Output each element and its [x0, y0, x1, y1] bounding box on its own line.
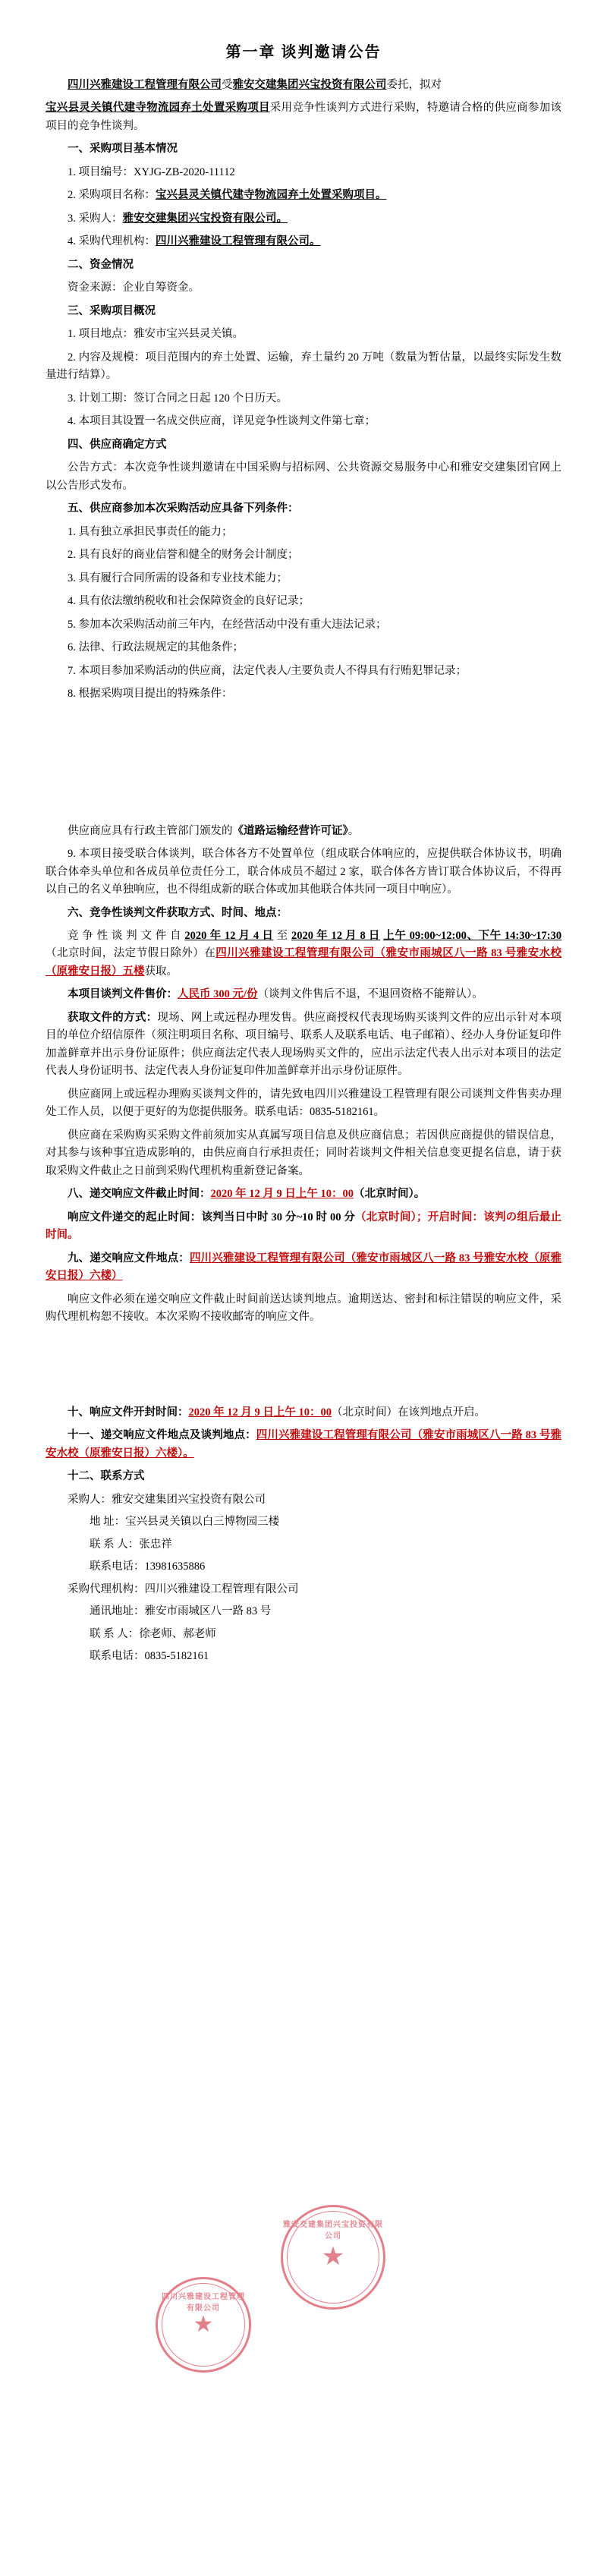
agent-contact-block: [46, 1581, 561, 1598]
acquisition-range-to: 至: [276, 929, 288, 942]
section-supplier-conditions: 五、供应商参加本次采购活动应具备下列条件：: [68, 502, 299, 515]
buyer-contact-value: 雅安交建集团兴宝投资有限公司: [112, 1493, 266, 1506]
agent-address-value: 雅安市雨城区八一路 83 号: [144, 1605, 272, 1618]
condition-6: 6. 法律、行政法规规定的其他条件；: [68, 641, 244, 654]
seal-top-text: 四川兴雅建设工程管理有限公司: [162, 2293, 245, 2313]
acquisition-time-label: 竞 争 性 谈 判 文 件 自: [68, 929, 182, 942]
opening-time-suffix: （北京时间）在该判地点开启。: [332, 1406, 486, 1419]
agent-address-line: [46, 1603, 561, 1620]
funding-source: 资金来源：企业自筹资金。: [68, 282, 200, 294]
item-project-name: [46, 187, 561, 204]
item-buyer: [46, 210, 561, 228]
acquisition-method-text: 现场、网上或远程办理发售。供应商授权代表现场购买谈判文件的应出示针对本项目的单位介绍信原件（须注明项目名称、项目编号、联系人及联系电话、电子邮箱）、经办人身份证复印件加盖鲜章并出示身份证原件；供应商法定代表人现场购买文件的，应出示法定代表人出示对本项目的法定代表人身份证明书、法定代表人身份证复印件加盖鲜章并出示身份证原件。: [46, 1011, 561, 1078]
condition-8: 8. 根据采购项目提出的特殊条件：: [68, 688, 233, 701]
opening-time-paragraph: [46, 1404, 561, 1422]
overview-location: 1. 项目地点：雅安市宝兴县灵关镇。: [68, 328, 244, 341]
spacer-block-1: [46, 709, 561, 823]
condition-1: 1. 具有独立承担民事责任的能力；: [68, 525, 233, 538]
seal-inner-ring: [287, 2211, 379, 2304]
section-funding: 二、资金情况: [68, 258, 134, 271]
acquisition-end-date: 2020 年 12 月 8 日: [291, 929, 381, 942]
buyer-company-name: 雅安交建集团兴宝投资有限公司: [232, 79, 387, 91]
agent-address-label: 通讯地址：: [90, 1605, 145, 1618]
submission-window-note: （北京时间）；开启时间：该判の组后最止时间。: [46, 1211, 561, 1242]
license-requirement-suffix: 。: [348, 824, 360, 837]
agent-company-seal: [156, 2277, 251, 2373]
buyer-person-value: 张忠祥: [139, 1538, 172, 1551]
agent-contact-label: 采购代理机构：: [68, 1582, 145, 1595]
submission-window-paragraph: [46, 1209, 561, 1245]
overview-scope: 2. 内容及规模：项目范围内的弃土处置、运输，弃土量约 20 万吨（数量为暂估量，以最终实际发生数量进行结算）。: [46, 351, 561, 382]
project-name-inline: 宝兴县灵关镇代建寺物流园弃土处置采购项目: [46, 102, 270, 115]
license-requirement-prefix: 供应商应具有行政主管部门颁发的: [68, 824, 233, 837]
item-buyer-value: 雅安交建集团兴宝投资有限公司。: [122, 212, 288, 225]
submission-place-label: 九、递交响应文件地点：: [68, 1252, 190, 1264]
submission-deadline-label: 八、递交响应文件截止时间：: [68, 1188, 211, 1201]
intro-suffix: 委托，拟对: [386, 79, 442, 91]
license-name: 《道路运输经营许可证》: [232, 824, 348, 837]
intro-mid: 受: [222, 79, 233, 91]
buyer-person-line: [46, 1536, 561, 1554]
buyer-contact-block: [46, 1491, 561, 1509]
acquisition-start-date: 2020 年 12 月 4 日: [184, 929, 274, 942]
submission-deadline-value: 2020 年 12 月 9 日上午 10：00: [210, 1188, 354, 1201]
item-agent-label: 4. 采购代理机构：: [68, 235, 156, 248]
section-contacts: 十二、联系方式: [68, 1470, 145, 1483]
submission-place-paragraph: [46, 1250, 561, 1286]
buyer-contact-label: 采购人：: [68, 1493, 112, 1506]
buyer-tel-value: 13981635886: [144, 1560, 206, 1573]
star-icon: ★: [193, 2312, 214, 2337]
submission-place-note: 响应文件必须在递交响应文件截止时间前送达谈判地点。逾期送达、密封和标注错误的响应文件，采购代理机构恕不接收。本次采购不接收邮寄的响应文件。: [46, 1293, 561, 1324]
submission-window-text: 响应文件递交的起止时间：该判当日中时 30 分~10 时 00 分: [68, 1211, 356, 1223]
spacer-block-2: [46, 1332, 561, 1404]
remote-purchase-paragraph: 供应商网上或远程办理购买谈判文件的，请先致电四川兴雅建设工程管理有限公司谈判文件售卖办理处工作人员，以便于更好的为您提供服务。联系电话：0835-5182161。: [46, 1088, 561, 1119]
agent-tel-value: 0835-5182161: [144, 1650, 209, 1662]
document-price-label: 本项目谈判文件售价：: [68, 988, 178, 1001]
opening-time-label: 十、响应文件开封时间：: [68, 1406, 189, 1419]
acquisition-method-label: 获取文件的方式：: [68, 1011, 158, 1024]
item-agent-value: 四川兴雅建设工程管理有限公司。: [156, 235, 321, 248]
intro-paragraph-2-suffix: 采用竞争性谈判方式进行采购，特邀请合格的供应商参加该项目的竞争性谈判。: [46, 102, 562, 132]
section-document-acquisition: 六、竞争性谈判文件获取方式、时间、地点：: [68, 906, 288, 919]
negotiation-location-label: 十一、递交响应文件地点及谈判地点：: [68, 1429, 256, 1442]
agent-tel-line: [46, 1648, 561, 1665]
submission-place-value: 四川兴雅建设工程管理有限公司（雅安市雨城区八一路 83 号雅安水校（原雅安日报）六楼）: [46, 1252, 561, 1283]
agent-person-line: [46, 1626, 561, 1643]
announcement-method: 公告方式：本次竞争性谈判邀请在中国采购与招标网、公共资源交易服务中心和雅安交建集团官网上以公告形式发布。: [46, 461, 561, 492]
condition-2: 2. 具有良好的商业信誉和健全的财务会计制度；: [68, 549, 299, 562]
document-price-value: 人民币 300 元/份: [178, 988, 258, 1001]
item-project-name-value: 宝兴县灵关镇代建寺物流园弃土处置采购项目。: [156, 189, 387, 202]
acquisition-time-paragraph: [46, 927, 561, 981]
opening-time-value: 2020 年 12 月 9 日上午 10：00: [188, 1406, 332, 1419]
seal-top-text: 雅安交建集团兴宝投资有限公司: [283, 2221, 383, 2241]
agent-company-name: 四川兴雅建设工程管理有限公司: [68, 79, 222, 91]
page-title: 第一章 谈判邀请公告: [225, 44, 382, 61]
buyer-address-value: 宝兴县灵关镇以白三博物园三楼: [125, 1516, 280, 1529]
agent-person-label: 联 系 人：: [90, 1627, 140, 1640]
submission-deadline-paragraph: [46, 1186, 561, 1203]
submission-deadline-suffix: （北京时间）。: [354, 1188, 426, 1201]
license-requirement: [46, 823, 561, 840]
negotiation-location-value: 四川兴雅建设工程管理有限公司（雅安市雨城区八一路 83 号雅安水校（原雅安日报）六楼）。: [46, 1429, 562, 1460]
agent-contact-value: 四川兴雅建设工程管理有限公司: [144, 1582, 299, 1595]
buyer-company-seal: [281, 2205, 385, 2310]
acquisition-hours-note: （北京时间，法定节假日除外）在: [46, 947, 216, 960]
buyer-address-label: 地 址：: [90, 1516, 126, 1529]
buyer-tel-label: 联系电话：: [90, 1560, 145, 1573]
section-basic-info: 一、采购项目基本情况: [68, 143, 178, 156]
item-project-name-label: 2. 采购项目名称：: [68, 189, 156, 202]
acquisition-place: 四川兴雅建设工程管理有限公司（雅安市雨城区八一路 83 号雅安水校（原雅安日报）五楼: [46, 947, 561, 978]
condition-4: 4. 具有依法缴纳税收和社会保障资金的良好记录；: [68, 595, 310, 608]
buyer-person-label: 联 系 人：: [90, 1538, 140, 1551]
acquisition-place-suffix: 获取。: [144, 965, 178, 978]
seal-inner-ring: [162, 2283, 245, 2367]
section-project-overview: 三、采购项目概况: [68, 304, 156, 317]
acquisition-hours: 上午 09:00~12:00、下午 14:30~17:30: [383, 929, 562, 942]
item-project-number: 1. 项目编号：XYJG-ZB-2020-11112: [68, 165, 235, 178]
condition-3: 3. 具有履行合同所需的设备和专业技术能力；: [68, 572, 288, 584]
star-icon: ★: [321, 2243, 345, 2271]
intro-paragraph-1: [46, 77, 561, 94]
item-agent: [46, 233, 561, 250]
condition-5: 5. 参加本次采购活动前三年内，在经营活动中没有重大违法记录；: [68, 618, 387, 631]
acquisition-method-paragraph: [46, 1009, 561, 1081]
condition-9-consortium: 9. 本项目接受联合体谈判，联合体各方不处置单位（组成联合体响应的，应提供联合体协议书，明确联合体牵头单位和各成员单位责任分工，联合体成员不超过 2 家，联合体各方皆订联合体协议后，不得再以自己的名义单独响应，也不得组成新的联合体或加其他联合体共同一项目中响应）。: [46, 848, 561, 896]
overview-supplier-count: 4. 本项目其设置一名成交供应商，详见竞争性谈判文件第七章；: [68, 415, 376, 428]
negotiation-location-paragraph: [46, 1427, 561, 1463]
intro-paragraph-2: [46, 99, 561, 135]
document-price-paragraph: [46, 986, 561, 1003]
agent-person-value: 徐老师、郝老师: [139, 1627, 216, 1640]
buyer-address-line: [46, 1513, 561, 1531]
section-supplier-determination: 四、供应商确定方式: [68, 438, 167, 451]
agent-tel-label: 联系电话：: [90, 1650, 145, 1662]
condition-7: 7. 本项目参加采购活动的供应商，法定代表人/主要负责人不得具有行贿犯罪记录；: [68, 664, 467, 677]
registration-paragraph: 供应商在采购购买采购文件前须加实从真属写项目信息及供应商信息；若因供应商提供的错误信息，对其参与该种事宜造成影响的，由供应商自行承担责任；同时若谈判文件相关信息变更提名信息，请于获取采购文件截止之日前到采购代理机构重新登记备案。: [46, 1129, 561, 1177]
buyer-tel-line: [46, 1558, 561, 1576]
document-price-note: （谈判文件售后不退，不退回资格不能辩认）。: [257, 988, 483, 1001]
item-buyer-label: 3. 采购人：: [68, 212, 123, 225]
overview-duration: 3. 计划工期：签订合同之日起 120 个日历天。: [68, 392, 288, 405]
